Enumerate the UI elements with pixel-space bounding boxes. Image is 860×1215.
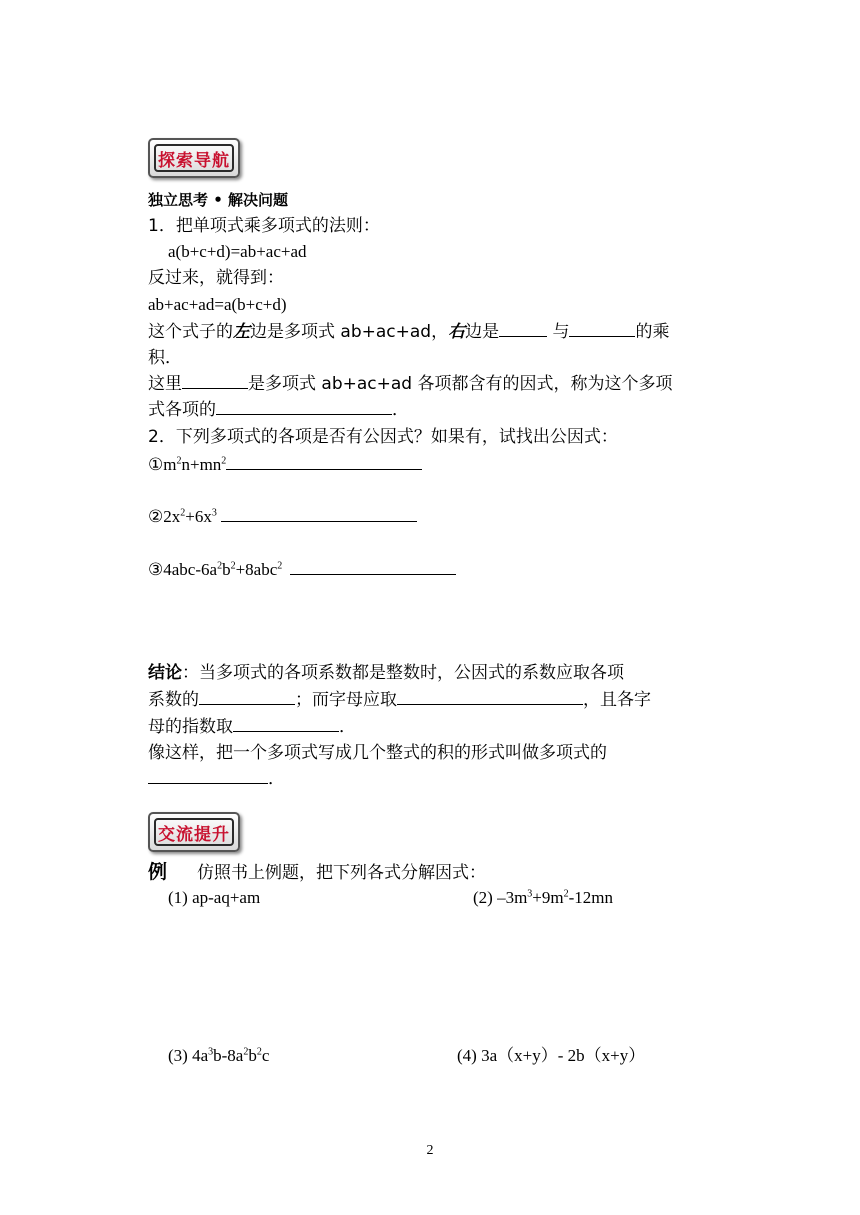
- example-text: 仿照书上例题，把下列各式分解因式：: [197, 863, 487, 883]
- blank[interactable]: [199, 690, 295, 705]
- conclusion-line-5-end: ．: [268, 769, 285, 789]
- blank[interactable]: [569, 322, 635, 337]
- section-badge-explore: [148, 138, 240, 178]
- q2-item-2: $②2x^2+6x^3$: [148, 507, 417, 527]
- blank[interactable]: [226, 455, 422, 470]
- q1-line5: 积．: [148, 348, 182, 368]
- example-label: 例: [148, 861, 168, 883]
- blank[interactable]: [233, 717, 339, 732]
- q1-line7: [148, 400, 409, 420]
- conclusion-label: 结论: [148, 663, 182, 683]
- q1-line4-text-d: 与: [547, 322, 570, 342]
- conclusion-line-1: [148, 663, 624, 683]
- conclusion-line-2-text-a: 系数的: [148, 690, 199, 710]
- blank[interactable]: [499, 322, 547, 337]
- q1-line4: [148, 322, 669, 342]
- q1-result: ab+ac+ad=a(b+c+d): [148, 295, 287, 314]
- problem-1: (1) ap-aq+am: [168, 888, 261, 907]
- conclusion-line-3: [148, 717, 356, 737]
- problem-2-prefix: (2) –3m: [473, 888, 528, 907]
- q1-line4-text-e: 的乘: [635, 322, 670, 342]
- q1-line6-text-b: 是多项式 ab+ac+ad 各项都含有的因式，称为这个多项: [248, 374, 673, 394]
- blank[interactable]: [148, 769, 268, 784]
- q1-line4-left: 左: [233, 322, 250, 342]
- example-line: [148, 862, 486, 883]
- q2-item-3: $③4abc-6a^2b^2+8abc^2$: [148, 560, 456, 580]
- problem-3: (3) $4a^3b-8a^2b^2c$: [168, 1046, 270, 1065]
- blank[interactable]: [290, 560, 456, 575]
- problem-2: (2) $-3m^3+9m^2-12mn$: [473, 888, 613, 907]
- section-badge-explore-label: 探索导航: [154, 144, 234, 172]
- conclusion-line-4: 像这样，把一个多项式写成几个整式的积的形式叫做多项式的: [148, 743, 607, 763]
- q1-line6-text-a: 这里: [148, 374, 182, 394]
- q1-line4-text-b: 边是多项式 ab+ac+ad，: [250, 322, 449, 342]
- q2-intro: 2．下列多项式的各项是否有公因式？如果有，试找出公因式：: [148, 427, 618, 447]
- q2-item-3-num: ③: [148, 560, 164, 580]
- conclusion-line-3-text-b: ．: [339, 717, 356, 737]
- q1-line4-right: 右: [448, 322, 466, 342]
- conclusion-line-3-text-a: 母的指数取: [148, 717, 233, 737]
- page-number: 2: [426, 1143, 434, 1158]
- q1-line7-text-b: ．: [392, 400, 409, 420]
- q1-line6: [148, 374, 672, 394]
- q2-item-1-num: ①: [148, 455, 164, 475]
- section-badge-exchange-label: 交流提升: [154, 818, 234, 846]
- q1-rule: a(b+c+d)=ab+ac+ad: [168, 242, 307, 261]
- problem-4: (4) 3a（x+y）- 2b（x+y）: [457, 1046, 646, 1065]
- q2-item-2-num: ②: [148, 507, 164, 527]
- section-subtitle: 独立思考 • 解决问题: [148, 191, 289, 209]
- blank[interactable]: [182, 374, 248, 389]
- q1-line4-text-c: 边是: [465, 322, 500, 342]
- conclusion-line-2-text-c: ，且各字: [583, 690, 651, 710]
- section-badge-exchange: [148, 812, 240, 852]
- blank[interactable]: [216, 400, 392, 415]
- q1-line4-text-a: 这个式子的: [148, 322, 233, 342]
- blank[interactable]: [221, 507, 417, 522]
- q2-item-1: $①m^2n+mn^2$: [148, 455, 422, 475]
- problem-3-prefix: (3) 4a: [168, 1046, 209, 1065]
- q1-line7-text-a: 式各项的: [148, 400, 216, 420]
- q1-intro: 1．把单项式乘多项式的法则：: [148, 216, 380, 236]
- conclusion-line-1-text: ：当多项式的各项系数都是整数时，公因式的系数应取各项: [182, 663, 624, 683]
- conclusion-line-5: [148, 769, 285, 789]
- q1-reverse: 反过来，就得到：: [148, 268, 284, 288]
- blank[interactable]: [397, 690, 583, 705]
- conclusion-line-2: [148, 690, 651, 710]
- conclusion-line-2-text-b: ；而字母应取: [295, 690, 397, 710]
